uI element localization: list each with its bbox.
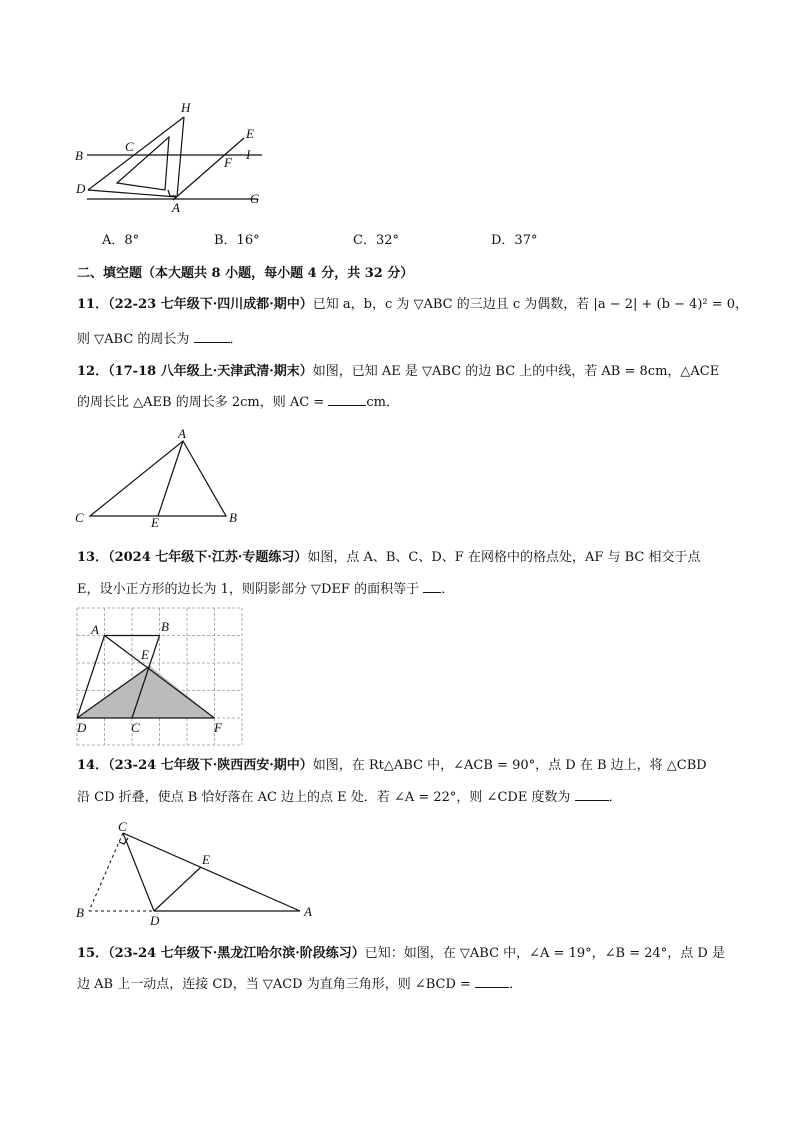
label-F: F [224,155,232,170]
q12-label-B: B [229,510,237,525]
q13-label-E: E [141,647,149,662]
label-G: G [250,191,260,206]
q13-text1: 如图，点 A、B、C、D、F 在网格中的格点处，AF 与 BC 相交于点 [307,550,701,565]
q15-number: 15． [77,946,109,961]
q14-number: 14． [77,758,109,773]
q12-number: 12． [77,364,109,379]
q15-line2 [77,975,522,995]
label-C: C [125,139,134,154]
label-B: B [75,148,83,163]
q12-text2: 的周长比 △AEB 的周长多 2cm，则 AC = [77,395,325,410]
q13-text2: E，设小正方形的边长为 1，则阴影部分 ▽DEF 的面积等于 [77,582,420,597]
q14-label-E: E [202,852,210,867]
q11-source: （22-23 七年级下·四川成都·期中） [108,297,313,312]
q15-line1 [77,944,725,964]
q11-text2: 则 ▽ABC 的周长为 [77,332,190,347]
q12-label-E: E [151,515,159,530]
q14-label-B: B [76,905,84,920]
q12-end: cm． [366,395,399,410]
option-d: D．37° [491,233,538,248]
q11-text1: 已知 a，b，c 为 ▽ABC 的三边且 c 为偶数，若 |a − 2| + (b − 4)² = 0， [312,297,749,312]
label-A: A [172,200,180,215]
q13-source: （2024 七年级下·江苏·专题练习） [108,550,308,565]
q14-label-D: D [150,913,160,928]
q14-source: （23-24 七年级下·陕西西安·期中） [108,758,313,773]
q12-label-A: A [178,426,186,441]
q11-number: 11． [77,297,109,312]
q14-label-A: A [304,904,312,919]
q13-label-B: B [161,619,169,634]
section-heading: 二、填空题（本大题共 8 小题，每小题 4 分，共 32 分） [77,266,414,281]
q13-label-A: A [91,622,99,637]
q13-number: 13． [77,550,109,565]
option-c: C．32° [353,233,399,248]
q15-text1: 已知：如图，在 ▽ABC 中，∠A = 19°，∠B = 24°，点 D 是 [364,946,725,961]
q13-label-D: D [77,720,87,735]
q14-label-C: C [118,819,127,834]
q12-text1: 如图，已知 AE 是 ▽ABC 的边 BC 上的中线，若 AB = 8cm，△ACE [312,364,720,379]
label-I: I [246,147,251,162]
q15-source: （23-24 七年级下·黑龙江哈尔滨·阶段练习） [108,946,365,961]
q15-end: ． [509,977,523,992]
option-b: B．16° [214,233,260,248]
q13-label-F: F [214,720,222,735]
q13-end: ． [441,582,455,597]
label-H: H [181,100,191,115]
q14-text2: 沿 CD 折叠，使点 B 恰好落在 AC 边上的点 E 处．若 ∠A = 22°，则 ∠CDE 度数为 [77,790,571,805]
q14-text1: 如图，在 Rt△ABC 中，∠ACB = 90°，点 D 在 B 边上，将 △CBD [312,758,707,773]
q12-label-C: C [75,510,84,525]
q13-label-C: C [131,720,140,735]
q11-end: ． [229,332,243,347]
label-D: D [76,181,86,196]
q12-source: （17-18 八年级上·天津武清·期末） [108,364,313,379]
label-E: E [246,126,254,141]
q14-end: ． [608,790,622,805]
q15-answer-blank[interactable] [475,975,509,988]
q15-text2: 边 AB 上一动点，连接 CD，当 ▽ACD 为直角三角形，则 ∠BCD = [77,977,471,992]
option-a: A．8° [102,233,140,248]
